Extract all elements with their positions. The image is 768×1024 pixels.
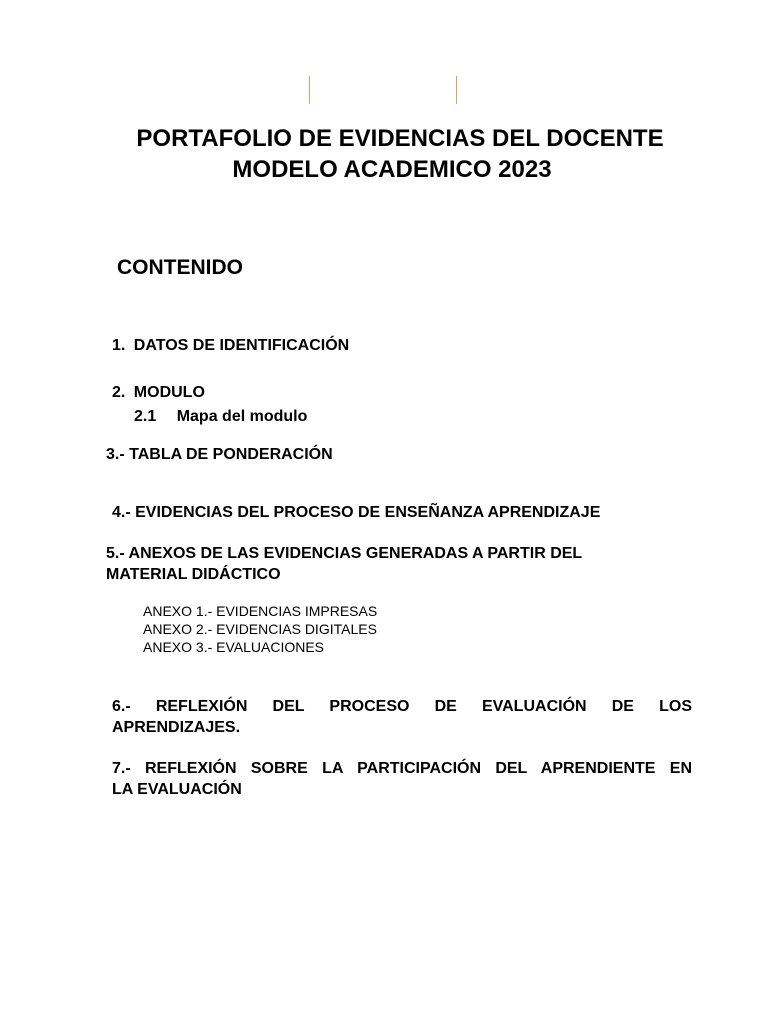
annex-2: ANEXO 2.- EVIDENCIAS DIGITALES (143, 621, 377, 637)
toc-item-3: 3.- TABLA DE PONDERACIÓN (106, 446, 333, 463)
toc-item-1-number: 1. (112, 337, 126, 354)
document-title-line-1: PORTAFOLIO DE EVIDENCIAS DEL DOCENTE (136, 125, 664, 152)
contents-heading: CONTENIDO (117, 256, 243, 279)
toc-item-2-text: MODULO (133, 384, 205, 401)
toc-item-2 (112, 383, 205, 403)
right-accent-mark (456, 76, 457, 104)
toc-subitem-2-1-text: Mapa del modulo (176, 408, 308, 425)
toc-item-6-line-1: 6.- REFLEXIÓN DEL PROCESO DE EVALUACIÓN DE LOS (112, 698, 692, 715)
toc-item-7-line-2: LA EVALUACIÓN (112, 781, 242, 798)
document-title-line-2: MODELO ACADEMICO 2023 (232, 156, 552, 183)
toc-item-1 (112, 336, 349, 356)
toc-item-1-text: DATOS DE IDENTIFICACIÓN (133, 337, 350, 354)
toc-item-7-line-1: 7.- REFLEXIÓN SOBRE LA PARTICIPACIÓN DEL APRENDIENTE EN (112, 760, 692, 777)
toc-item-6 (112, 696, 692, 738)
toc-subitem-2-1-number: 2.1 (134, 408, 157, 425)
toc-item-4: 4.- EVIDENCIAS DEL PROCESO DE ENSEÑANZA APRENDIZAJE (112, 504, 601, 521)
annex-1: ANEXO 1.- EVIDENCIAS IMPRESAS (143, 603, 378, 619)
toc-item-5-line-1: 5.- ANEXOS DE LAS EVIDENCIAS GENERADAS A PARTIR DEL (106, 545, 583, 562)
left-accent-mark (309, 76, 310, 104)
toc-item-2-number: 2. (112, 384, 126, 401)
annex-3: ANEXO 3.- EVALUACIONES (143, 639, 325, 655)
toc-item-5-line-2: MATERIAL DIDÁCTICO (106, 566, 281, 583)
toc-item-7 (112, 758, 692, 800)
toc-subitem-2-1 (134, 408, 307, 426)
toc-item-6-line-2: APRENDIZAJES. (112, 719, 241, 736)
